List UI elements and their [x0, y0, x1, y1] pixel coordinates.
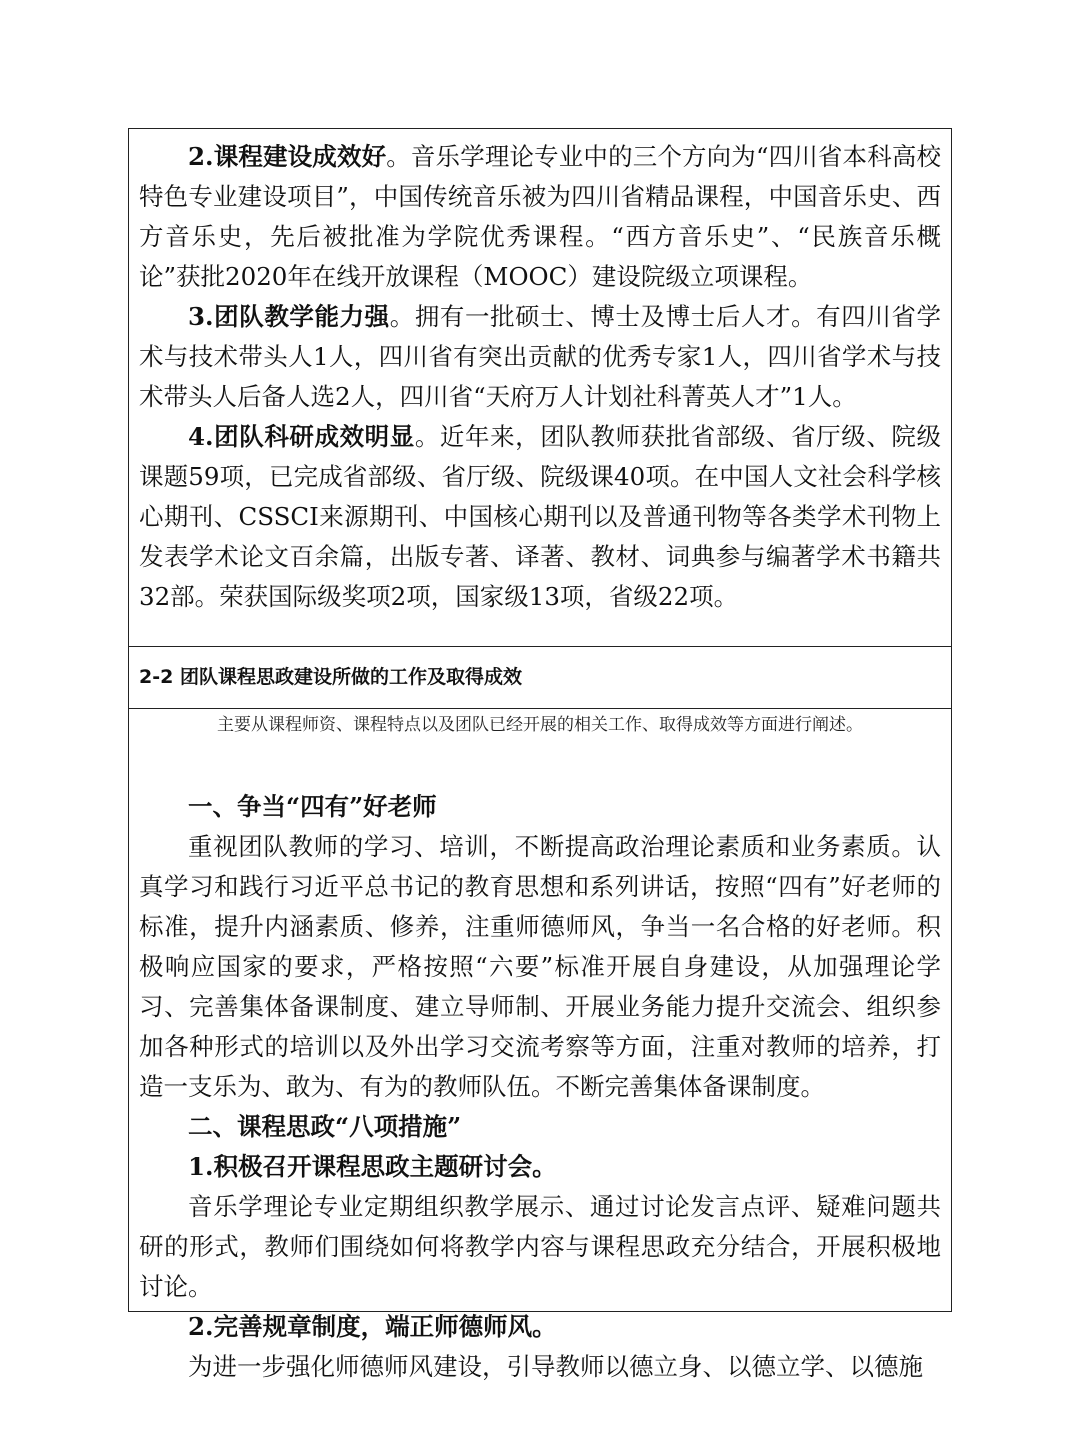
- paragraph-four-haves: 重视团队教师的学习、培训，不断提高政治理论素质和业务素质。认真学习和践行习近平总书记的教育思想和系列讲话，按照“四有”好老师的标准，提升内涵素质、修养，注重师德师风，争当一名合格的好老师。积极响应国家的要求，严格按照“六要”标准开展自身建设，从加强理论学习、完善集体备课制度、建立导师制、开展业务能力提升交流会、组织参加各种形式的培训以及外出学习交流考察等方面，注重对教师的培养，打造一支乐为、敢为、有为的教师队伍。不断完善集体备课制度。: [139, 832, 941, 1101]
- heading-four-haves: 一、争当“四有”好老师: [188, 792, 437, 821]
- paragraph-teaching-ability: [139, 297, 941, 417]
- section-header-title: 2-2 团队课程思政建设所做的工作及取得成效: [139, 666, 522, 688]
- paragraph-research-results: [139, 417, 941, 617]
- lead-teaching-ability: 3.团队教学能力强: [188, 302, 390, 331]
- text-teaching-ability: 。拥有一批硕士、博士及博士后人才。有四川省学术与技术带头人1人，四川省有突出贡献的优秀专家1人，四川省学术与技术带头人后备人选2人，四川省“天府万人计划社科菁英人才”1人。: [139, 302, 942, 411]
- heading-eight-measures: 二、课程思政“八项措施”: [188, 1112, 462, 1141]
- lead-research-results: 4.团队科研成效明显: [188, 422, 415, 451]
- text-course-construction: 。音乐学理论专业中的三个方向为“四川省本科高校特色专业建设项目”，中国传统音乐被为四川省精品课程，中国音乐史、西方音乐史，先后被批准为学院优秀课程。“西方音乐史”、“民族音乐概论”获批2020年在线开放课程（MOOC）建设院级立项课程。: [139, 142, 941, 291]
- document-table: [128, 128, 952, 1381]
- section-hint: 主要从课程师资、课程特点以及团队已经开展的相关工作、取得成效等方面进行阐述。: [217, 715, 863, 735]
- ideological-work-cell: [129, 709, 951, 1381]
- section-header-cell: [129, 647, 951, 709]
- item2-title: 2.完善规章制度，端正师德师风。: [188, 1312, 557, 1341]
- lead-course-construction: 2.课程建设成效好: [188, 142, 387, 171]
- item1-title: 1.积极召开课程思政主题研讨会。: [188, 1152, 557, 1181]
- item2-text: 为进一步强化师德师风建设，引导教师以德立身、以德立学、以德施: [188, 1352, 923, 1381]
- achievements-cell: [129, 129, 951, 647]
- item1-text: 音乐学理论专业定期组织教学展示、通过讨论发言点评、疑难问题共研的形式，教师们围绕如何将教学内容与课程思政充分结合，开展积极地讨论。: [139, 1192, 941, 1301]
- paragraph-course-construction: [139, 137, 941, 297]
- text-research-results: 。近年来，团队教师获批省部级、省厅级、院级课题59项，已完成省部级、省厅级、院级课40项。在中国人文社会科学核心期刊、CSSCI来源期刊、中国核心期刊以及普通刊物等各类学术刊物上发表学术论文百余篇，出版专著、译著、教材、词典参与编著学术书籍共32部。荣获国际级奖项2项，国家级13项，省级22项。: [139, 422, 941, 611]
